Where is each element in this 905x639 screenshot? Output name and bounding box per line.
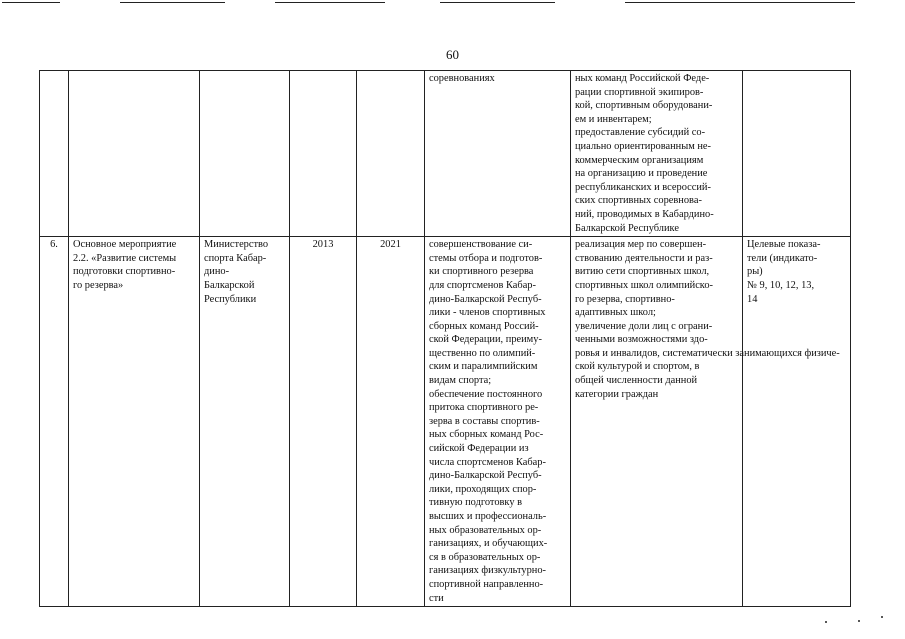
table-body [40,71,851,607]
executor-line: Балкарской [204,279,255,291]
scan-top-line-4 [440,2,555,3]
measure-name-line: го резерва» [73,279,124,291]
expected-results-line: сборных команд Россий- [429,320,539,332]
measure-name-cell [69,237,200,607]
end-year-cell [357,71,425,237]
measures-line: общей численности данной [575,375,698,387]
measures-line: Балкарской Республике [575,222,679,234]
measures-line: рации спортивной экипиров- [575,86,704,98]
executor-line: Республики [204,293,257,305]
expected-results-line: числа спортсменов Кабар- [429,456,546,468]
measures-line: республиканских и всероссий- [575,181,711,193]
executor-cell [200,71,290,237]
expected-results-line: щественно по олимпий- [429,347,536,359]
expected-results-line: соревнованиях [429,73,495,84]
indicators-line: ры) [747,266,763,278]
program-table [39,70,851,607]
table-row [40,71,851,237]
expected-results-line: тивную подготовку в [429,497,523,509]
expected-results-line: лики, проходящих спор- [429,483,537,495]
measures-line: ных команд Российской Феде- [575,73,710,84]
expected-results-line: стемы отбора и подготов- [429,252,543,264]
measure-name-line: 2.2. «Развитие системы [73,252,177,264]
expected-results-line: высших и профессиональ- [429,511,547,522]
indicators-line: 14 [747,293,758,305]
table-row [40,237,851,607]
measures-line: ской культурой и спортом, в [575,361,700,373]
expected-results-cell [425,71,571,237]
scan-speck-2 [858,620,860,622]
page-number: 60 [446,47,459,62]
expected-results-line: спортивной направленно- [429,578,544,590]
indicators-cell [743,71,851,237]
measures-line: категории граждан [575,388,659,400]
expected-results-line: ганизациях, и обучающих- [429,538,548,550]
expected-results-line: ки спортивного резерва [429,266,534,278]
indicators-line: Целевые показа- [747,239,821,251]
scan-speck-1 [825,621,827,623]
expected-results-line: ся в образовательных ор- [429,551,541,563]
measures-line: коммерческим организациям [575,154,704,166]
expected-results-line: видам спорта; [429,375,492,387]
measures-line: увеличение доли лиц с ограни- [575,320,713,332]
measures-line: реализация мер по совершен- [575,239,707,251]
start-year-cell: 2013 [290,237,357,607]
expected-results-cell [425,237,571,607]
scan-top-line-5 [625,2,855,3]
indicators-line: № 9, 10, 12, 13, [747,279,815,291]
measures-line: адаптивных школ; [575,307,656,319]
scan-top-line-2 [120,2,225,3]
measures-line: кой, спортивным оборудовани- [575,100,713,112]
measures-line: ствованию деятельности и раз- [575,252,713,264]
executor-line: дино- [204,266,230,278]
measure-name-cell [69,71,200,237]
row-number-cell [40,71,69,237]
end-year-cell: 2021 [357,237,425,607]
indicators-cell [743,237,851,607]
measures-line: ченными возможностями здо- [575,334,708,346]
measure-name-line: Основное мероприятие [73,239,177,251]
measure-name-line: подготовки спортивно- [73,266,176,278]
measures-line: спортивных школ олимпийско- [575,279,713,291]
row-number-cell: 6. [40,237,69,607]
expected-results-line: ским и паралимпийским [429,361,538,373]
expected-results-line: дино-Балкарской Респуб- [429,470,542,482]
expected-results-line: притока спортивного ре- [429,402,539,414]
expected-results-line: ных образовательных ор- [429,524,542,536]
expected-results-line: ской Федерации, преиму- [429,334,542,346]
measures-line: витию сети спортивных школ, [575,266,710,278]
expected-results-line: совершенствование си- [429,239,533,251]
executor-line: спорта Кабар- [204,252,267,264]
expected-results-line: ных сборных команд Рос- [429,429,544,441]
expected-results-line: ганизациях физкультурно- [429,565,546,577]
expected-results-line: сти [429,592,444,604]
scan-top-line-1 [2,2,60,3]
start-year-cell [290,71,357,237]
expected-results-line: для спортсменов Кабар- [429,279,536,291]
indicators-line: тели (индикато- [747,252,818,264]
measures-cell [571,71,743,237]
measures-line: ровья и инвалидов, систематически занимающихся физиче- [575,347,840,359]
measures-line: предоставление субсидий со- [575,127,706,139]
expected-results-line: зерва в составы спортив- [429,415,540,427]
expected-results-line: обеспечение постоянного [429,388,543,400]
measures-line: ских спортивных соревнова- [575,195,702,207]
scan-speck-3 [881,616,883,618]
scan-top-line-3 [275,2,385,3]
measures-line: го резерва, спортивно- [575,293,675,305]
executor-cell [200,237,290,607]
executor-line: Министерство [204,239,269,251]
measures-line: ем и инвентарем; [575,113,652,125]
measures-line: ний, проводимых в Кабардино- [575,208,714,220]
expected-results-line: дино-Балкарской Респуб- [429,293,542,305]
expected-results-line: лики - членов спортивных [429,307,546,319]
measures-line: циально ориентированным не- [575,140,712,152]
expected-results-line: сийской Федерации из [429,443,529,455]
measures-line: на организацию и проведение [575,168,708,180]
